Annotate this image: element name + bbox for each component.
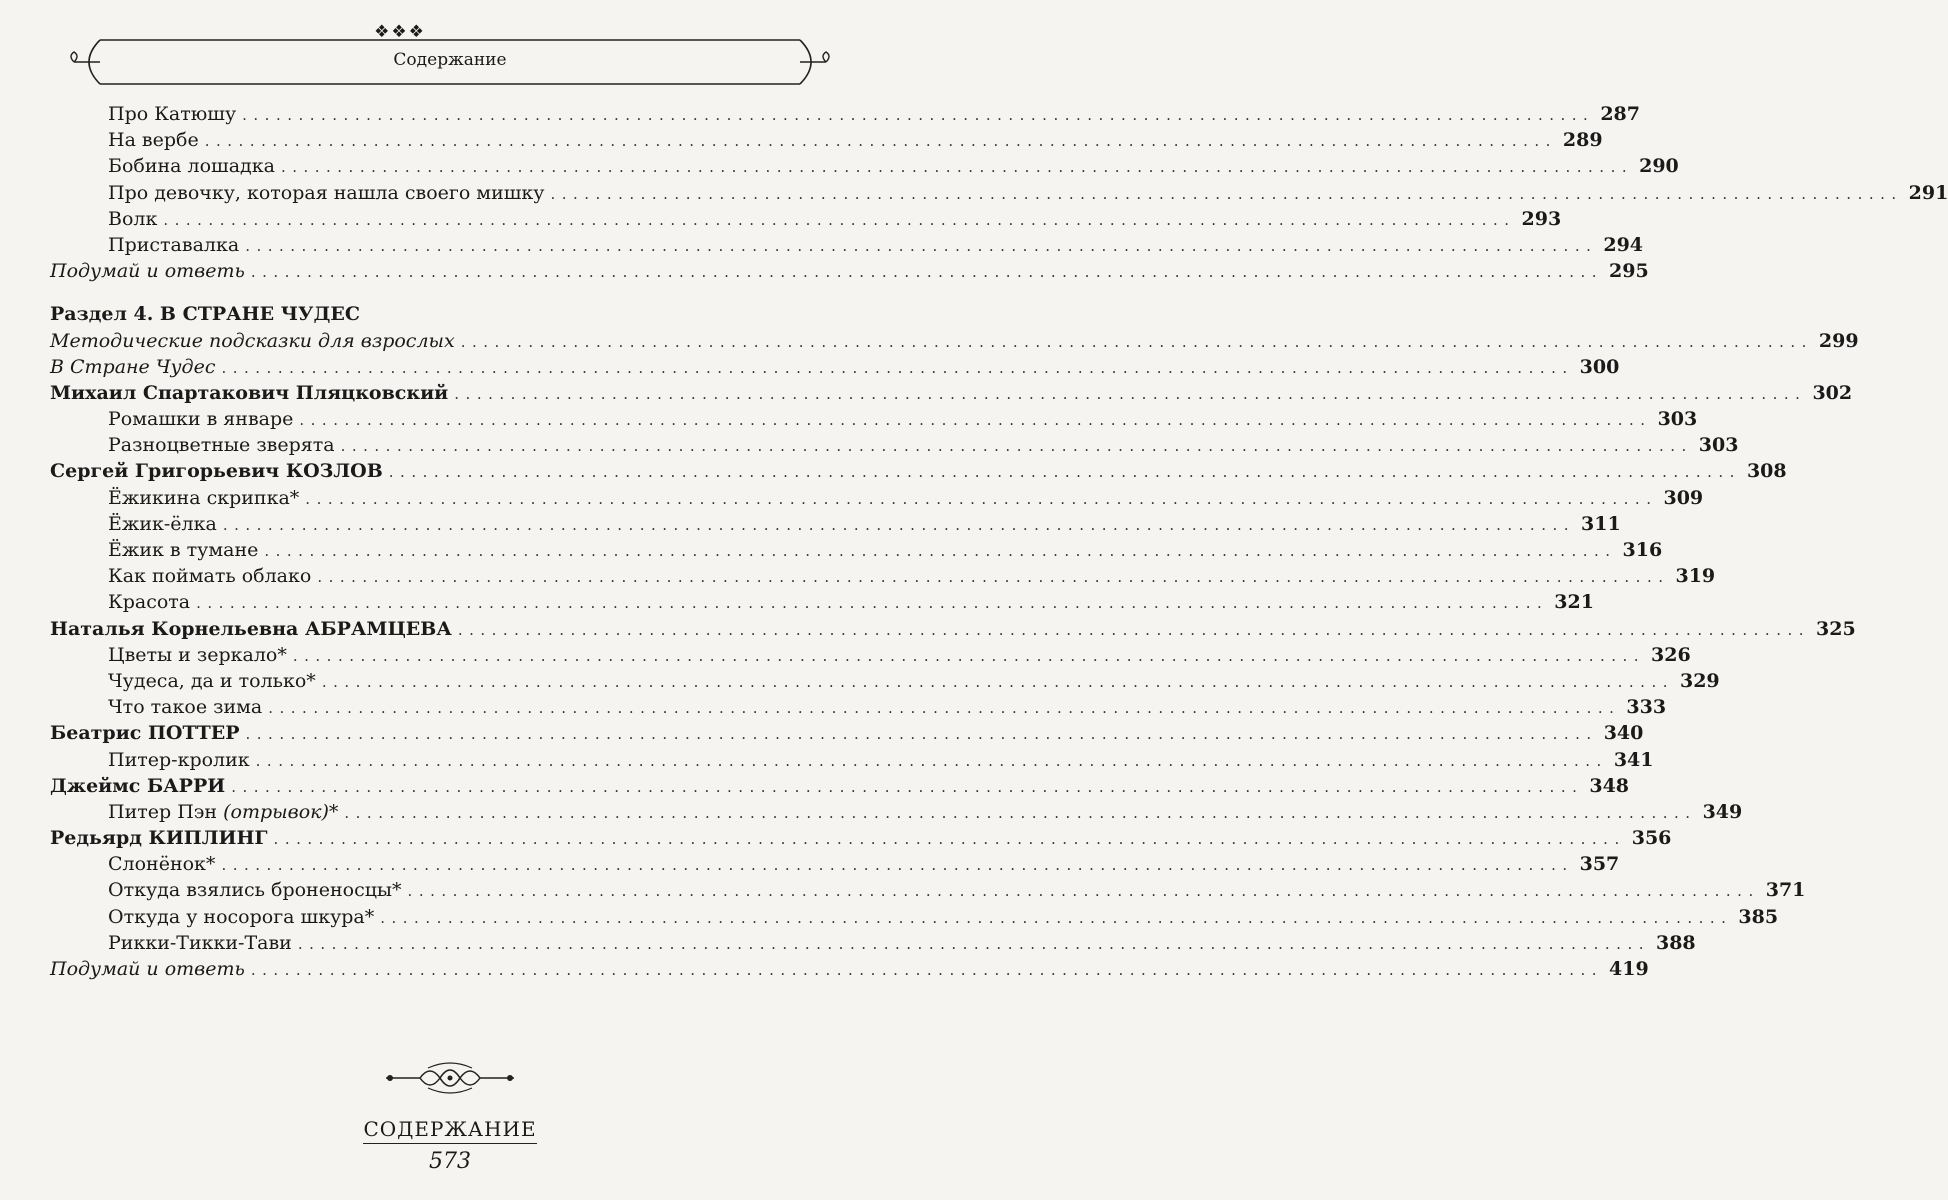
dot-leader: ........................................................................................................................ — [221, 856, 1574, 875]
dot-leader: ........................................................................................................................ — [292, 646, 1646, 665]
running-header-title: Содержание — [393, 50, 507, 70]
toc-entry-page: 371 — [1765, 879, 1806, 902]
toc-entry-page: 325 — [1816, 617, 1856, 640]
toc-entry-title: Про девочку, которая нашла своего мишку — [108, 181, 545, 204]
toc-entry-page: 356 — [1631, 827, 1672, 850]
toc-entry — [50, 329, 1859, 356]
toc-entry — [50, 355, 1620, 382]
toc-entry — [50, 434, 1739, 460]
toc-entry-title: Что такое зима — [108, 696, 263, 719]
dot-leader: ........................................................................................................................ — [299, 411, 1652, 430]
dot-leader: ........................................................................................................................ — [163, 210, 1516, 229]
toc-entry-page: 340 — [1603, 722, 1644, 745]
dot-leader: ........................................................................................................................ — [457, 620, 1810, 639]
toc-entry-page: 308 — [1746, 460, 1787, 483]
toc-entry — [50, 539, 1663, 565]
dot-leader: ........................................................................................................................ — [204, 132, 1557, 151]
dot-leader: ........................................................................................................................ — [321, 672, 1674, 691]
dot-leader: ........................................................................................................................ — [245, 236, 1598, 255]
dot-leader: ........................................................................................................................ — [454, 384, 1807, 403]
toc-entry — [50, 460, 1787, 486]
toc-entry-title: Питер Пэн (отрывок)* — [108, 800, 339, 823]
dot-leader: ........................................................................................................................ — [388, 463, 1741, 482]
toc-entry — [50, 774, 1630, 801]
toc-entry-note: (отрывок)* — [223, 800, 339, 823]
toc-entry — [50, 905, 1779, 932]
toc-entry — [50, 591, 1594, 617]
toc-entry — [50, 958, 1649, 984]
toc-entry-page: 316 — [1622, 539, 1663, 561]
toc-entry-title: Подумай и ответь — [50, 958, 245, 980]
dot-leader: ........................................................................................................................ — [268, 699, 1621, 718]
table-of-contents — [50, 103, 1948, 984]
dot-leader: ........................................................................................................................ — [305, 489, 1658, 508]
toc-entry-page: 348 — [1589, 774, 1630, 797]
toc-entry-title: Питер-кролик — [108, 748, 250, 771]
toc-entry-title: Беатрис ПОТТЕР — [50, 722, 240, 745]
toc-entry — [50, 643, 1691, 670]
dot-leader: ........................................................................................................................ — [273, 830, 1626, 849]
toc-entry-title: Ёжик-ёлка — [108, 512, 217, 535]
toc-entry-page: 349 — [1702, 800, 1743, 823]
toc-entry — [50, 233, 1644, 260]
toc-entry-page: 295 — [1609, 260, 1649, 283]
toc-entry-title: Красота — [108, 591, 191, 614]
toc-entry-title: Откуда у носорога шкура* — [108, 905, 375, 928]
toc-entry-page: 326 — [1651, 643, 1691, 666]
toc-entry — [50, 931, 1696, 958]
page-number: 573 — [429, 1149, 471, 1174]
dot-leader: ........................................................................................................................ — [460, 332, 1813, 351]
toc-entry — [50, 260, 1649, 286]
toc-entry-page: 341 — [1613, 748, 1654, 771]
toc-entry — [50, 486, 1704, 513]
toc-entry-page: 293 — [1521, 207, 1562, 230]
toc-entry-title: На вербе — [108, 129, 199, 152]
toc-entry — [50, 669, 1720, 696]
dot-leader: ........................................................................................................................ — [255, 751, 1608, 770]
dot-leader: ........................................................................................................................ — [231, 777, 1584, 796]
dot-leader: ........................................................................................................................ — [280, 158, 1634, 177]
dot-leader: ........................................................................................................................ — [550, 184, 1903, 203]
toc-entry — [50, 155, 1679, 181]
toc-entry-title: Джеймс БАРРИ — [50, 774, 226, 797]
toc-entry — [50, 207, 1562, 234]
toc-entry-page: 302 — [1812, 381, 1853, 404]
toc-entry-page: 388 — [1655, 931, 1696, 954]
dot-leader: ........................................................................................................................ — [380, 908, 1733, 927]
dot-leader: ........................................................................................................................ — [222, 515, 1575, 534]
footer-section-label: СОДЕРЖАНИЕ — [0, 1117, 900, 1141]
toc-entry-title: Про Катюшу — [108, 103, 237, 125]
toc-entry-title: Цветы и зеркало* — [108, 643, 287, 666]
toc-entry-page: 329 — [1679, 669, 1720, 692]
toc-entry-title: Методические подсказки для взрослых — [50, 329, 455, 352]
toc-entry — [50, 748, 1654, 775]
toc-entry-title: Михаил Спартакович Пляцковский — [50, 381, 449, 404]
toc-entry — [50, 800, 1743, 827]
toc-entry-page: 311 — [1581, 512, 1621, 535]
toc-entry — [50, 408, 1698, 434]
toc-entry-page: 309 — [1663, 486, 1704, 509]
toc-entry — [50, 303, 776, 329]
toc-entry — [50, 853, 1620, 879]
toc-entry-title: В Стране Чудес — [50, 355, 216, 378]
dot-leader: ........................................................................................................................ — [264, 542, 1617, 560]
toc-entry-title: Бобина лошадка — [108, 155, 275, 178]
toc-entry-title: Подумай и ответь — [50, 260, 245, 283]
toc-entry-page: 290 — [1639, 155, 1679, 178]
toc-entry — [50, 565, 1716, 591]
toc-entry-page: 300 — [1579, 355, 1620, 378]
toc-entry-page: 294 — [1603, 233, 1644, 256]
toc-entry — [50, 181, 1948, 208]
header-ornament: ❖❖❖ — [374, 22, 426, 42]
dot-leader: ........................................................................................................................ — [250, 961, 1603, 979]
toc-entry-title: Сергей Григорьевич КОЗЛОВ — [50, 460, 383, 483]
toc-entry-page: 303 — [1698, 434, 1739, 457]
dot-leader: ........................................................................................................................ — [407, 882, 1760, 901]
toc-entry-page: 385 — [1738, 905, 1779, 928]
toc-entry — [50, 696, 1667, 722]
toc-entry-title: Как поймать облако — [108, 565, 312, 588]
toc-entry-title: Разноцветные зверята — [108, 434, 335, 457]
dot-leader: ........................................................................................................................ — [297, 934, 1650, 953]
toc-entry-page: 299 — [1818, 329, 1859, 352]
dot-leader: ........................................................................................................................ — [250, 263, 1603, 282]
toc-entry-title: Наталья Корнельевна АБРАМЦЕВА — [50, 617, 452, 640]
toc-entry-title: Раздел 4. В СТРАНЕ ЧУДЕС — [50, 303, 360, 326]
dot-leader: ........................................................................................................................ — [242, 106, 1595, 124]
toc-entry-title: Слонёнок* — [108, 853, 216, 876]
toc-entry-page: 357 — [1579, 853, 1620, 876]
toc-entry-title: Чудеса, да и только* — [108, 669, 316, 692]
toc-entry — [50, 129, 1603, 155]
toc-entry — [50, 827, 1672, 853]
dot-leader: ........................................................................................................................ — [196, 594, 1549, 613]
toc-entry-title: Откуда взялись броненосцы* — [108, 879, 402, 902]
toc-entry-page: 321 — [1554, 591, 1594, 614]
dot-leader: ........................................................................................................................ — [317, 568, 1670, 587]
dot-leader: ........................................................................................................................ — [344, 803, 1697, 822]
toc-entry-title: Ромашки в январе — [108, 408, 294, 431]
toc-entry-title: Приставалка — [108, 233, 240, 256]
dot-leader: ........................................................................................................................ — [221, 358, 1574, 377]
toc-entry-page: 419 — [1609, 958, 1649, 980]
toc-entry-page: 291 — [1908, 181, 1948, 204]
dot-leader: ........................................................................................................................ — [245, 725, 1598, 744]
toc-entry-page: 289 — [1562, 129, 1603, 152]
toc-entry-page: 333 — [1626, 696, 1667, 719]
toc-entry-title: Волк — [108, 207, 158, 230]
toc-entry-page: 319 — [1675, 565, 1716, 588]
toc-entry — [50, 103, 1640, 129]
toc-entry-title: Редьярд КИПЛИНГ — [50, 827, 268, 850]
toc-entry-title: Ёжикина скрипка* — [108, 486, 300, 509]
toc-entry-page: 287 — [1600, 103, 1640, 125]
toc-entry-title: Ёжик в тумане — [108, 539, 259, 561]
footer-ornament-icon — [380, 1060, 520, 1096]
toc-entry — [50, 381, 1853, 408]
toc-entry-title: Рикки-Тикки-Тави — [108, 931, 292, 954]
toc-entry-page: 303 — [1657, 408, 1698, 431]
toc-entry — [50, 879, 1806, 905]
toc-entry — [50, 617, 1856, 644]
toc-entry — [50, 512, 1621, 539]
dot-leader: ........................................................................................................................ — [340, 437, 1693, 456]
toc-entry — [50, 722, 1644, 748]
